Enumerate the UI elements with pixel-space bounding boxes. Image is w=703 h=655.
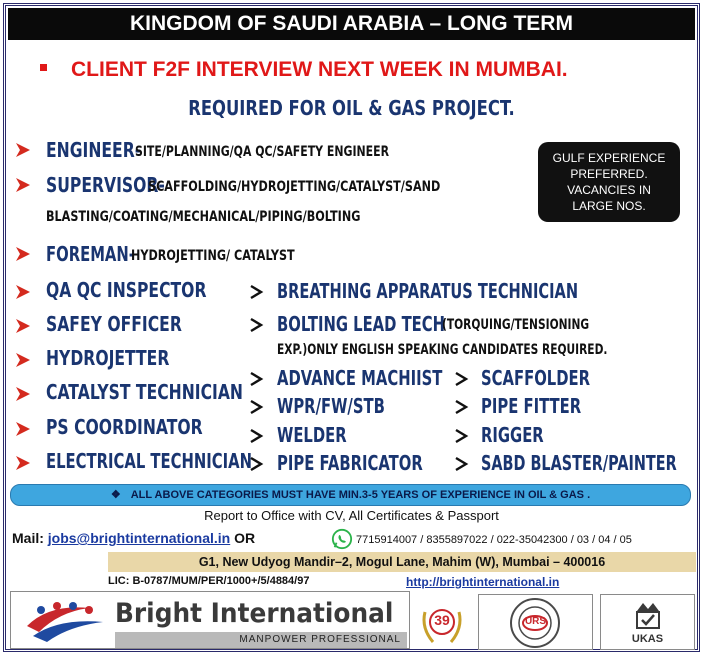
page-title: KINGDOM OF SAUDI ARABIA – LONG TERM — [8, 8, 695, 40]
client-prefix: CLIENT F2F — [71, 58, 190, 81]
chevron-bullet-icon — [248, 456, 264, 472]
chevron-bullet-icon — [248, 317, 264, 333]
chevron-bullet-icon — [453, 428, 469, 444]
chevron-bullet-icon — [248, 399, 264, 415]
urs-certification-logo — [478, 594, 593, 650]
whatsapp-icon — [331, 528, 353, 550]
license-number: LIC: B-0787/MUM/PER/1000+/5/4884/97 — [108, 575, 310, 587]
bolting-note-1: (TORQUING/TENSIONING — [442, 317, 590, 333]
address: G1, New Udyog Mandir–2, Mogul Lane, Mahim (W), Mumbai – 400016 — [108, 552, 696, 572]
arrow-bullet-icon — [15, 177, 31, 193]
position-label: WELDER — [277, 423, 347, 447]
foreman-detail: HYDROJETTING/ CATALYST — [131, 248, 295, 264]
arrow-bullet-icon — [15, 318, 31, 334]
supervisor-detail1-wrap — [148, 178, 513, 196]
supervisor-detail-2: BLASTING/COATING/MECHANICAL/PIPING/BOLTING — [46, 209, 361, 225]
foreman-detail-wrap — [131, 247, 336, 265]
position-label: ELECTRICAL TECHNICIAN — [46, 449, 252, 473]
or-label: OR — [234, 530, 256, 546]
right-item — [481, 451, 703, 475]
arrow-bullet-icon — [15, 455, 31, 471]
bolting-note-2: EXP.)ONLY ENGLISH SPEAKING CANDIDATES REQUIRED. — [277, 342, 608, 358]
position-label: WPR/FW/STB — [277, 394, 385, 418]
gulf-line: GULF EXPERIENCE — [552, 151, 666, 165]
position-label: SABD BLASTER/PAINTER — [481, 451, 677, 475]
left-item — [46, 278, 252, 302]
experience-note: ALL ABOVE CATEGORIES MUST HAVE MIN.3-5 YEARS OF EXPERIENCE IN OIL & GAS . — [130, 489, 591, 501]
position-label: PIPE FABRICATOR — [277, 451, 423, 475]
left-item — [46, 346, 204, 370]
position-label: PIPE FITTER — [481, 394, 582, 418]
bolting-note-wrap — [442, 316, 636, 334]
experience-note-bar — [10, 484, 691, 506]
gulf-experience-box — [538, 142, 680, 222]
engineer-title: ENGINEER- — [46, 138, 142, 162]
chevron-bullet-icon — [248, 284, 264, 300]
arrow-bullet-icon — [15, 284, 31, 300]
position-label: ADVANCE MACHIIST — [277, 366, 443, 390]
required-heading: REQUIRED FOR OIL & GAS PROJECT. — [188, 96, 515, 120]
anniversary-badge — [417, 598, 467, 648]
position-label: QA QC INSPECTOR — [46, 278, 207, 302]
arrow-bullet-icon — [15, 246, 31, 262]
chevron-bullet-icon — [453, 399, 469, 415]
diamond-bullet-icon: ❖ — [110, 489, 121, 501]
client-interview-line — [40, 58, 568, 82]
foreman-title: FOREMAN- — [46, 242, 135, 266]
middle-item — [277, 451, 474, 475]
chevron-bullet-icon — [248, 428, 264, 444]
chevron-bullet-icon — [453, 456, 469, 472]
ukas-label: UKAS — [631, 633, 664, 645]
square-bullet-icon — [40, 64, 47, 71]
position-label: SCAFFOLDER — [481, 366, 590, 390]
bolting-title: BOLTING LEAD TECH — [277, 312, 446, 336]
email-link[interactable]: jobs@brightinternational.in — [47, 530, 231, 546]
urs-label: URS — [524, 616, 547, 627]
crown-check-icon — [631, 599, 665, 631]
chevron-bullet-icon — [453, 371, 469, 387]
arrow-bullet-icon — [15, 142, 31, 158]
position-label: BREATHING APPARATUS TECHNICIAN — [277, 279, 579, 303]
middle-item — [277, 423, 371, 447]
position-label: HYDROJETTER — [46, 346, 170, 370]
arrow-bullet-icon — [15, 421, 31, 437]
position-label: PS COORDINATOR — [46, 415, 203, 439]
position-label: RIGGER — [481, 423, 544, 447]
left-item — [46, 312, 220, 336]
right-item — [481, 423, 566, 447]
website-link[interactable]: http://brightinternational.in — [406, 575, 560, 589]
left-item — [46, 415, 247, 439]
supervisor-detail-1: SCAFFOLDING/HYDROJETTING/CATALYST/SAND — [148, 179, 441, 195]
gulf-line: LARGE NOS. — [572, 199, 646, 213]
mail-label: Mail: — [12, 530, 44, 546]
supervisor-detail2-wrap — [46, 208, 439, 226]
engineer-detail-wrap — [135, 143, 461, 161]
middle-item — [277, 394, 423, 418]
phone-numbers: 7715914007 / 8355897022 / 022-35042300 / 03 / 04 / 05 — [356, 534, 632, 546]
ukas-certification-logo — [600, 594, 695, 650]
engineer-detail: SITE/PLANNING/QA QC/SAFETY ENGINEER — [135, 144, 389, 160]
right-item — [481, 394, 616, 418]
arrow-bullet-icon — [15, 352, 31, 368]
company-tagline: MANPOWER PROFESSIONAL — [115, 632, 407, 648]
badge-number: 39 — [434, 612, 450, 628]
mail-row — [12, 530, 255, 546]
gulf-line: PREFERRED. — [570, 167, 648, 181]
arrow-bullet-icon — [15, 386, 31, 402]
supervisor-title: SUPERVISOR- — [46, 173, 165, 197]
position-label: CATALYST TECHNICIAN — [46, 380, 243, 404]
right-item — [481, 366, 628, 390]
breathing-row — [277, 279, 689, 303]
gulf-line: VACANCIES IN — [567, 183, 651, 197]
bolting-note2-wrap — [277, 341, 703, 359]
client-rest: INTERVIEW NEXT WEEK IN MUMBAI. — [195, 58, 568, 81]
chevron-bullet-icon — [248, 371, 264, 387]
report-instruction: Report to Office with CV, All Certificates & Passport — [204, 508, 499, 523]
company-name: Bright International — [115, 598, 394, 629]
people-logo-icon — [19, 596, 111, 646]
position-label: SAFEY OFFICER — [46, 312, 182, 336]
company-logo — [10, 591, 410, 649]
